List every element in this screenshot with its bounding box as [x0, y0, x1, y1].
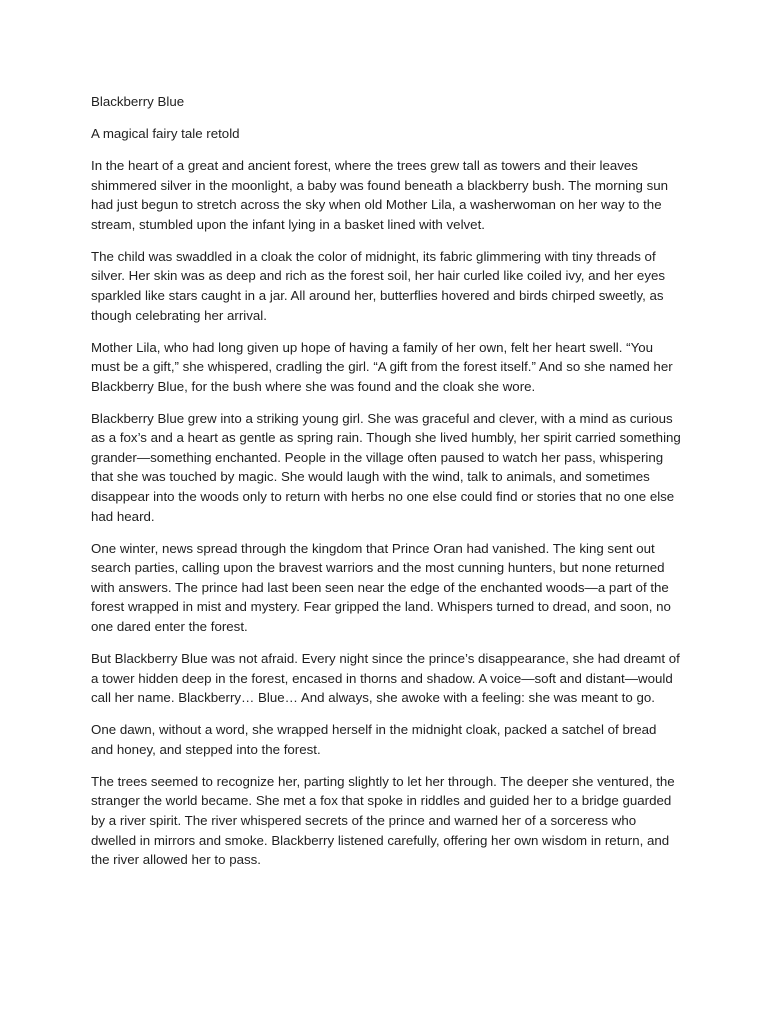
paragraph: The child was swaddled in a cloak the color of midnight, its fabric glimmering with tiny threads of silver. Her skin was as deep and rich as the forest soil, her hair curled like coiled ivy, and her eyes sparkled like stars caught in a jar. All around her, butterflies hovered and birds chirped sweetly, as though celebrating her arrival. — [91, 248, 666, 323]
document-subtitle: A magical fairy tale retold — [91, 125, 240, 141]
document-title: Blackberry Blue — [91, 94, 185, 109]
paragraph: But Blackberry Blue was not afraid. Every night since the prince’s disappearance, she had dreamt of a tower hidden deep in the forest, encased in thorns and shadow. A voice—soft and distant—would call her name. Blackberry… Blue… And always, she awoke with a feeling: she was meant to go. — [91, 650, 680, 706]
paragraph: The trees seemed to recognize her, parting slightly to let her through. The deeper she ventured, the stranger the world became. She met a fox that spoke in riddles and guided her to a bridge guarded by a river spirit. The river whispered secrets of the prince and warned her of a sorceress who dwelled in mirrors and smoke. Blackberry listened carefully, offering her own wisdom in return, and the river allowed her to pass. — [91, 773, 675, 868]
paragraph: Blackberry Blue grew into a striking young girl. She was graceful and clever, with a mind as curious as a fox’s and a heart as gentle as spring rain. Though she lived humbly, her spirit carried something grander—something enchanted. People in the village often paused to watch her pass, whispering that she was touched by magic. She would laugh with the wind, talk to animals, and sometimes disappear into the woods only to return with herbs no one else could find or stories that no one else had heard. — [91, 410, 681, 524]
paragraph: Mother Lila, who had long given up hope of having a family of her own, felt her heart swell. “You must be a gift,” she whispered, cradling the girl. “A gift from the forest itself.” And so she named her Blackberry Blue, for the bush where she was found and the cloak she wore. — [91, 339, 673, 394]
paragraph: In the heart of a great and ancient forest, where the trees grew tall as towers and their leaves shimmered silver in the moonlight, a baby was found beneath a blackberry bush. The morning sun had just begun to stretch across the sky when old Mother Lila, a washerwoman on her way to the stream, stumbled upon the infant lying in a basket lined with velvet. — [91, 157, 669, 232]
paragraph: One winter, news spread through the kingdom that Prince Oran had vanished. The king sent out search parties, calling upon the bravest warriors and the most cunning hunters, but none returned with answers. The prince had last been seen near the edge of the enchanted woods—a part of the forest wrapped in mist and mystery. Fear gripped the land. Whispers turned to dread, and soon, no one dared enter the forest. — [91, 540, 671, 634]
paragraph: One dawn, without a word, she wrapped herself in the midnight cloak, packed a satchel of bread and honey, and stepped into the forest. — [91, 722, 657, 757]
document-page — [91, 92, 681, 882]
